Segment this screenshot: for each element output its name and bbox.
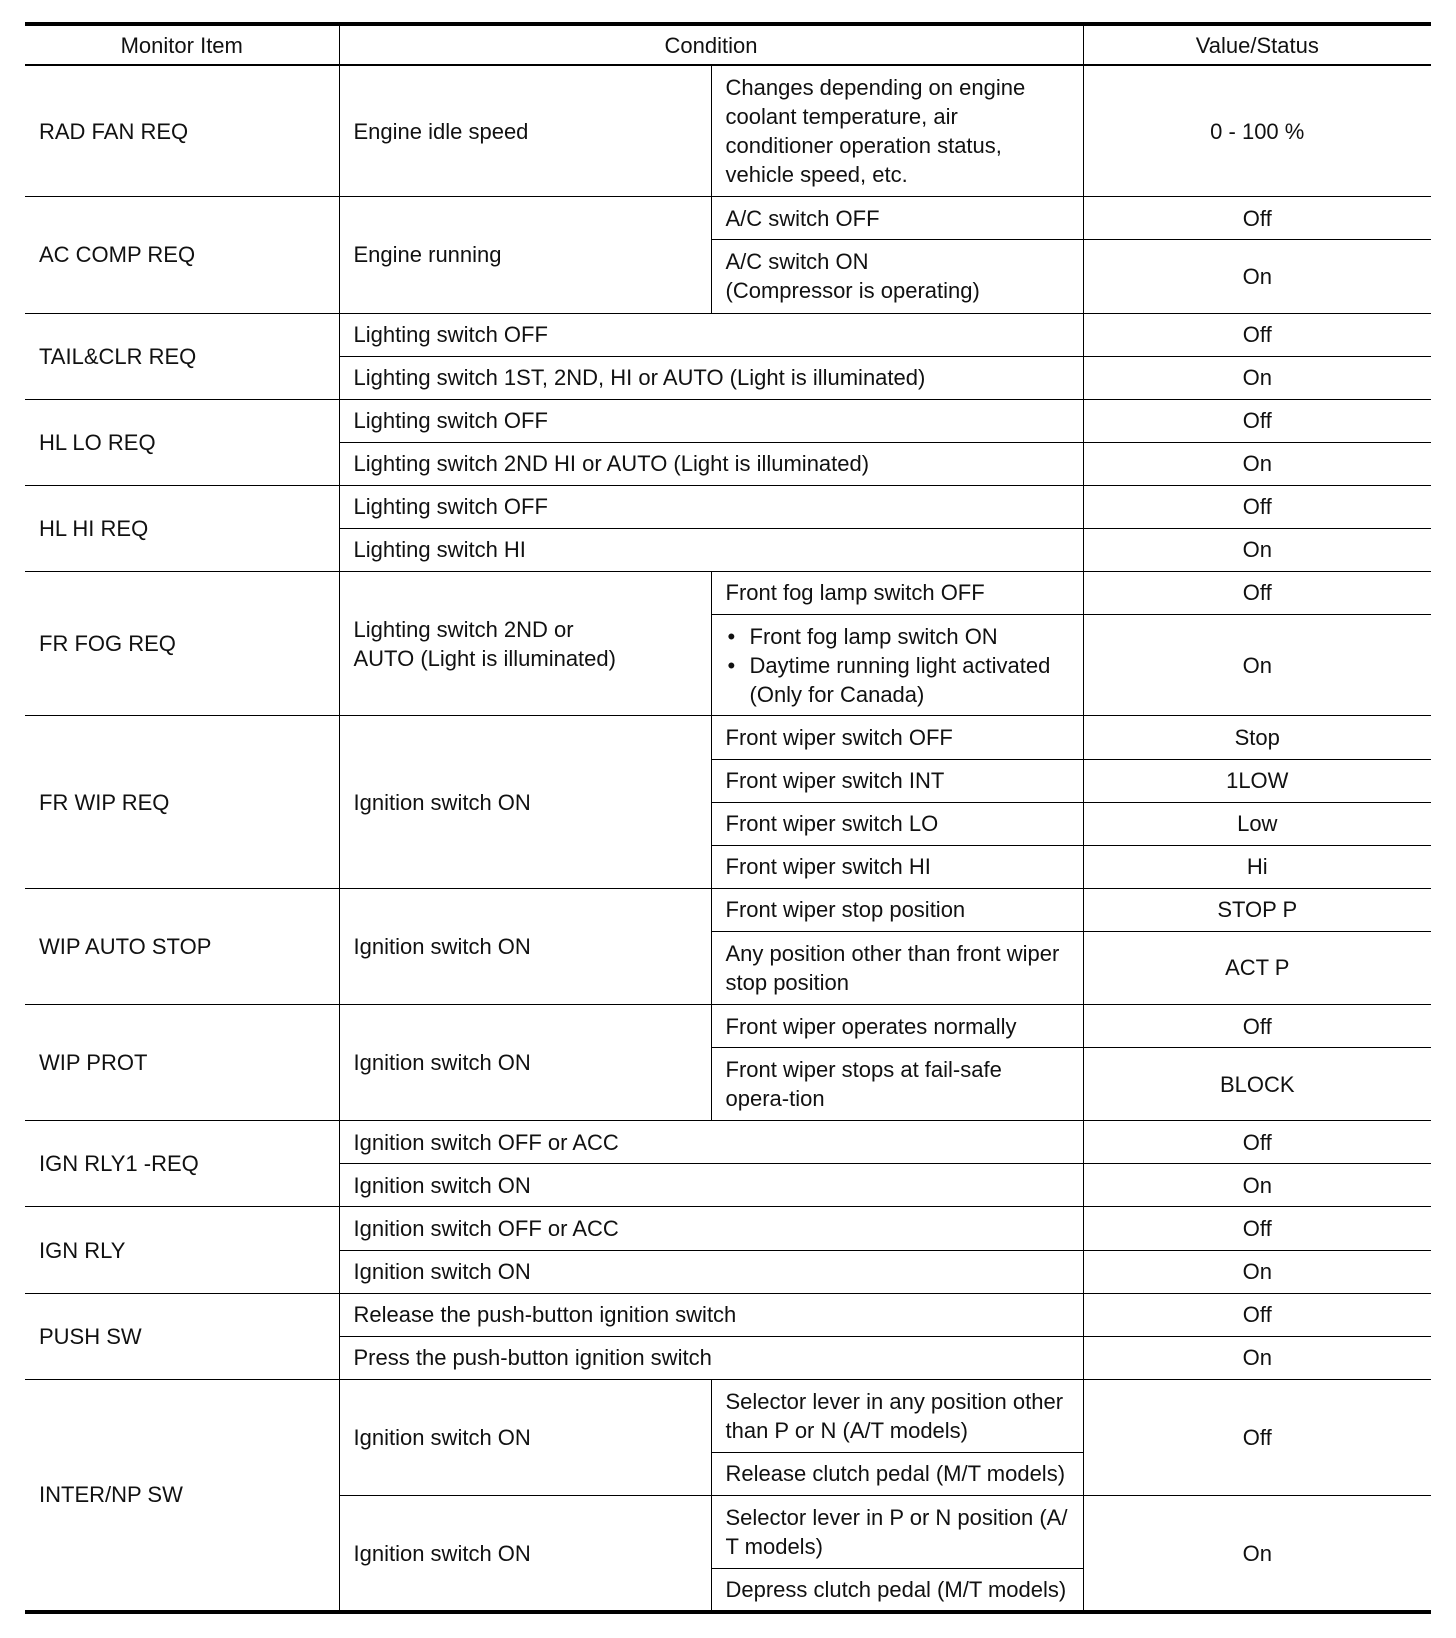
value-cell: Hi (1083, 845, 1431, 888)
condition-cell: Ignition switch ON (339, 1379, 711, 1495)
detail-cell: Front wiper switch LO (711, 802, 1083, 845)
monitor-item: PUSH SW (25, 1293, 339, 1379)
monitor-item: HL HI REQ (25, 485, 339, 571)
condition-cell: Ignition switch ON (339, 1005, 711, 1121)
detail-cell (711, 240, 1083, 313)
value-cell: Stop (1083, 716, 1431, 759)
condition-cell: Lighting switch OFF (339, 485, 1083, 528)
table-row (25, 1379, 1431, 1452)
detail-cell (711, 614, 1083, 716)
detail-cell: Selector lever in any position other than P or N (A/T models) (711, 1379, 1083, 1452)
monitor-item: RAD FAN REQ (25, 65, 339, 197)
condition-cell: Ignition switch ON (339, 716, 711, 888)
value-cell: Off (1083, 571, 1431, 614)
condition-cell: Press the push-button ignition switch (339, 1336, 1083, 1379)
detail-cell: Front wiper operates normally (711, 1005, 1083, 1048)
table-row (25, 399, 1431, 442)
value-cell: STOP P (1083, 888, 1431, 931)
table-row (25, 197, 1431, 240)
condition-cell: Engine running (339, 197, 711, 313)
table-row (25, 65, 1431, 197)
table-row (25, 888, 1431, 931)
condition-cell: Ignition switch OFF or ACC (339, 1121, 1083, 1164)
detail-line: A/C switch ON (725, 249, 869, 275)
condition-cell: Lighting switch 2ND HI or AUTO (Light is illuminated) (339, 442, 1083, 485)
value-cell: On (1083, 1496, 1431, 1613)
value-cell: ACT P (1083, 931, 1431, 1004)
value-cell: On (1083, 356, 1431, 399)
monitor-item: IGN RLY1 -REQ (25, 1121, 339, 1207)
value-cell: Off (1083, 313, 1431, 356)
table-row (25, 1005, 1431, 1048)
condition-cell: Lighting switch HI (339, 528, 1083, 571)
condition-cell: Ignition switch ON (339, 1250, 1083, 1293)
monitor-item: HL LO REQ (25, 399, 339, 485)
monitor-item: IGN RLY (25, 1207, 339, 1293)
detail-cell: Changes depending on engine coolant temperature, air conditioner operation status, vehicle speed, etc. (711, 65, 1083, 197)
value-cell: Off (1083, 485, 1431, 528)
detail-cell: Front wiper stop position (711, 888, 1083, 931)
monitor-item: FR FOG REQ (25, 571, 339, 716)
condition-cell: Lighting switch 1ST, 2ND, HI or AUTO (Light is illuminated) (339, 356, 1083, 399)
monitor-item: FR WIP REQ (25, 716, 339, 888)
bullet-list (726, 622, 1069, 709)
table-row (25, 1293, 1431, 1336)
condition-cell: Engine idle speed (339, 65, 711, 197)
detail-cell: Front fog lamp switch OFF (711, 571, 1083, 614)
detail-cell: Front wiper stops at fail-safe opera-tion (711, 1048, 1083, 1121)
detail-cell: Front wiper switch INT (711, 759, 1083, 802)
condition-cell: Lighting switch OFF (339, 399, 1083, 442)
table-row (25, 571, 1431, 614)
detail-cell: Selector lever in P or N position (A/ T models) (711, 1496, 1083, 1569)
monitor-item: WIP AUTO STOP (25, 888, 339, 1004)
condition-cell (339, 571, 711, 716)
monitor-item: TAIL&CLR REQ (25, 313, 339, 399)
value-cell: On (1083, 1250, 1431, 1293)
value-cell: Off (1083, 1293, 1431, 1336)
condition-cell: Ignition switch ON (339, 1164, 1083, 1207)
list-item: • Daytime running light activated (Only for Canada) (750, 651, 1069, 709)
table-row (25, 1207, 1431, 1250)
detail-line: (Compressor is operating) (725, 278, 980, 304)
detail-cell: Front wiper switch HI (711, 845, 1083, 888)
condition-cell: Release the push-button ignition switch (339, 1293, 1083, 1336)
table-row (25, 1121, 1431, 1164)
value-cell: Off (1083, 1121, 1431, 1164)
condition-line: AUTO (Light is illuminated) (353, 645, 616, 671)
table-row (25, 716, 1431, 759)
detail-cell: Any position other than front wiper stop position (711, 931, 1083, 1004)
detail-cell: A/C switch OFF (711, 197, 1083, 240)
monitor-item: WIP PROT (25, 1005, 339, 1121)
value-cell: Off (1083, 1379, 1431, 1495)
detail-cell: Depress clutch pedal (M/T models) (711, 1569, 1083, 1612)
detail-cell: Release clutch pedal (M/T models) (711, 1452, 1083, 1495)
detail-cell: Front wiper switch OFF (711, 716, 1083, 759)
condition-cell: Ignition switch ON (339, 888, 711, 1004)
value-cell: Off (1083, 399, 1431, 442)
condition-line: Lighting switch 2ND or (353, 616, 574, 642)
value-cell: 1LOW (1083, 759, 1431, 802)
value-cell: Off (1083, 1207, 1431, 1250)
value-cell: On (1083, 1336, 1431, 1379)
value-cell: On (1083, 240, 1431, 313)
monitor-item: INTER/NP SW (25, 1379, 339, 1612)
value-cell: 0 - 100 % (1083, 65, 1431, 197)
condition-cell: Lighting switch OFF (339, 313, 1083, 356)
value-cell: On (1083, 614, 1431, 716)
table-row (25, 313, 1431, 356)
condition-cell: Ignition switch ON (339, 1496, 711, 1613)
monitor-item: AC COMP REQ (25, 197, 339, 313)
list-item: • Front fog lamp switch ON (750, 622, 1069, 651)
value-cell: On (1083, 1164, 1431, 1207)
value-cell: Low (1083, 802, 1431, 845)
header-condition: Condition (339, 24, 1083, 65)
value-cell: Off (1083, 1005, 1431, 1048)
table-header-row (25, 24, 1431, 65)
value-cell: BLOCK (1083, 1048, 1431, 1121)
condition-cell: Ignition switch OFF or ACC (339, 1207, 1083, 1250)
value-cell: On (1083, 442, 1431, 485)
header-value-status: Value/Status (1083, 24, 1431, 65)
value-cell: On (1083, 528, 1431, 571)
value-cell: Off (1083, 197, 1431, 240)
monitor-table (25, 22, 1431, 1614)
table-row (25, 485, 1431, 528)
header-monitor-item: Monitor Item (25, 24, 339, 65)
